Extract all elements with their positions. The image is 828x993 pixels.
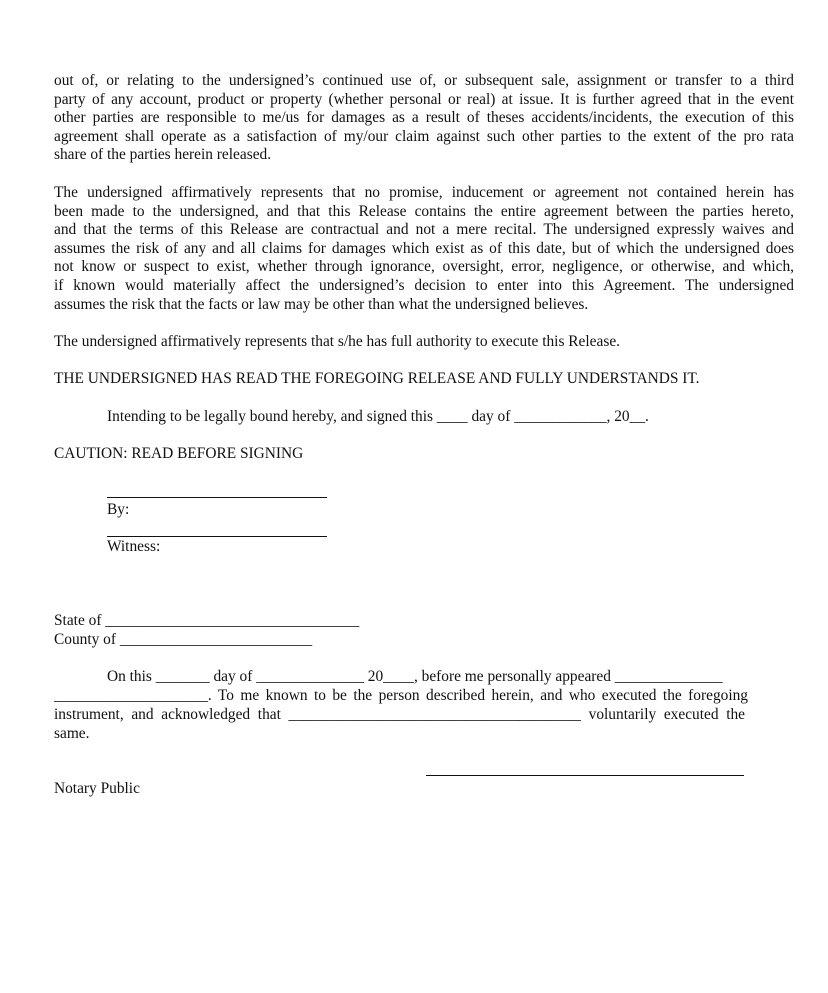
notary-text-line-content: instrument, and acknowledged that ______________________________________ voluntarily executed the: [54, 706, 745, 723]
signature-line-by[interactable]: [107, 497, 327, 498]
paragraph-representations: [54, 184, 794, 314]
release-document: [54, 72, 794, 165]
text-line: assumes the risk of any and all claims for damages which exist as of this date, but of which the undersigned does: [54, 239, 794, 257]
signature-line-witness[interactable]: [107, 536, 327, 537]
caution-heading: CAUTION: READ BEFORE SIGNING: [54, 445, 304, 462]
text-line: not know or suspect to exist, whether through ignorance, oversight, error, negligence, or otherwise, and which,: [54, 258, 794, 276]
text-line: agreement shall operate as a satisfaction of my/our claim against such other parties to the extent of the pro rata: [54, 127, 794, 145]
notary-text-line: [54, 706, 745, 725]
text-line: out of, or relating to the undersigned’s continued use of, or subsequent sale, assignment or transfer to a third: [54, 72, 794, 89]
text-line: been made to the undersigned, and that this Release contains the entire agreement between the parties hereto,: [54, 202, 794, 220]
text-line: and that the terms of this Release are contractual and not a mere recital. The undersigned expressly waives and: [54, 221, 794, 239]
text-line: assumes the risk that the facts or law may be other than what the undersigned believes.: [54, 295, 589, 313]
by-label: By:: [107, 501, 130, 518]
notary-text-line-content: ____________________. To me known to be the person described herein, and who executed the foregoing: [54, 687, 748, 704]
text-line: if known would materially affect the undersigned’s decision to enter into this Agreement. The undersigned: [54, 276, 794, 294]
notary-text-line: same.: [54, 725, 90, 742]
state-line: State of _________________________________: [54, 612, 360, 629]
text-line: party of any account, product or property (whether personal or real) at issue. It is further agreed that in the event: [54, 90, 794, 108]
text-line: The undersigned affirmatively represents that no promise, inducement or agreement not contained herein has: [54, 184, 794, 201]
text-line: other parties are responsible to me/us for damages as a result of theses accidents/incidents, the execution of this: [54, 109, 794, 127]
text-line: share of the parties herein released.: [54, 146, 272, 164]
acknowledgement-statement: THE UNDERSIGNED HAS READ THE FOREGOING RELEASE AND FULLY UNDERSTANDS IT.: [54, 370, 700, 387]
signing-date-line: Intending to be legally bound hereby, and signed this ____ day of ____________, 20__.: [107, 408, 649, 425]
notary-text-line: [54, 687, 748, 706]
notary-public-label: Notary Public: [54, 780, 140, 797]
authority-statement: The undersigned affirmatively represents that s/he has full authority to execute this Release.: [54, 333, 620, 350]
witness-label: Witness:: [107, 538, 161, 555]
county-line: County of _________________________: [54, 631, 313, 648]
notary-signature-line[interactable]: [426, 775, 744, 776]
notary-text-line: On this _______ day of ______________ 20____, before me personally appeared ______________: [107, 668, 723, 685]
paragraph-continuation: [54, 72, 794, 165]
